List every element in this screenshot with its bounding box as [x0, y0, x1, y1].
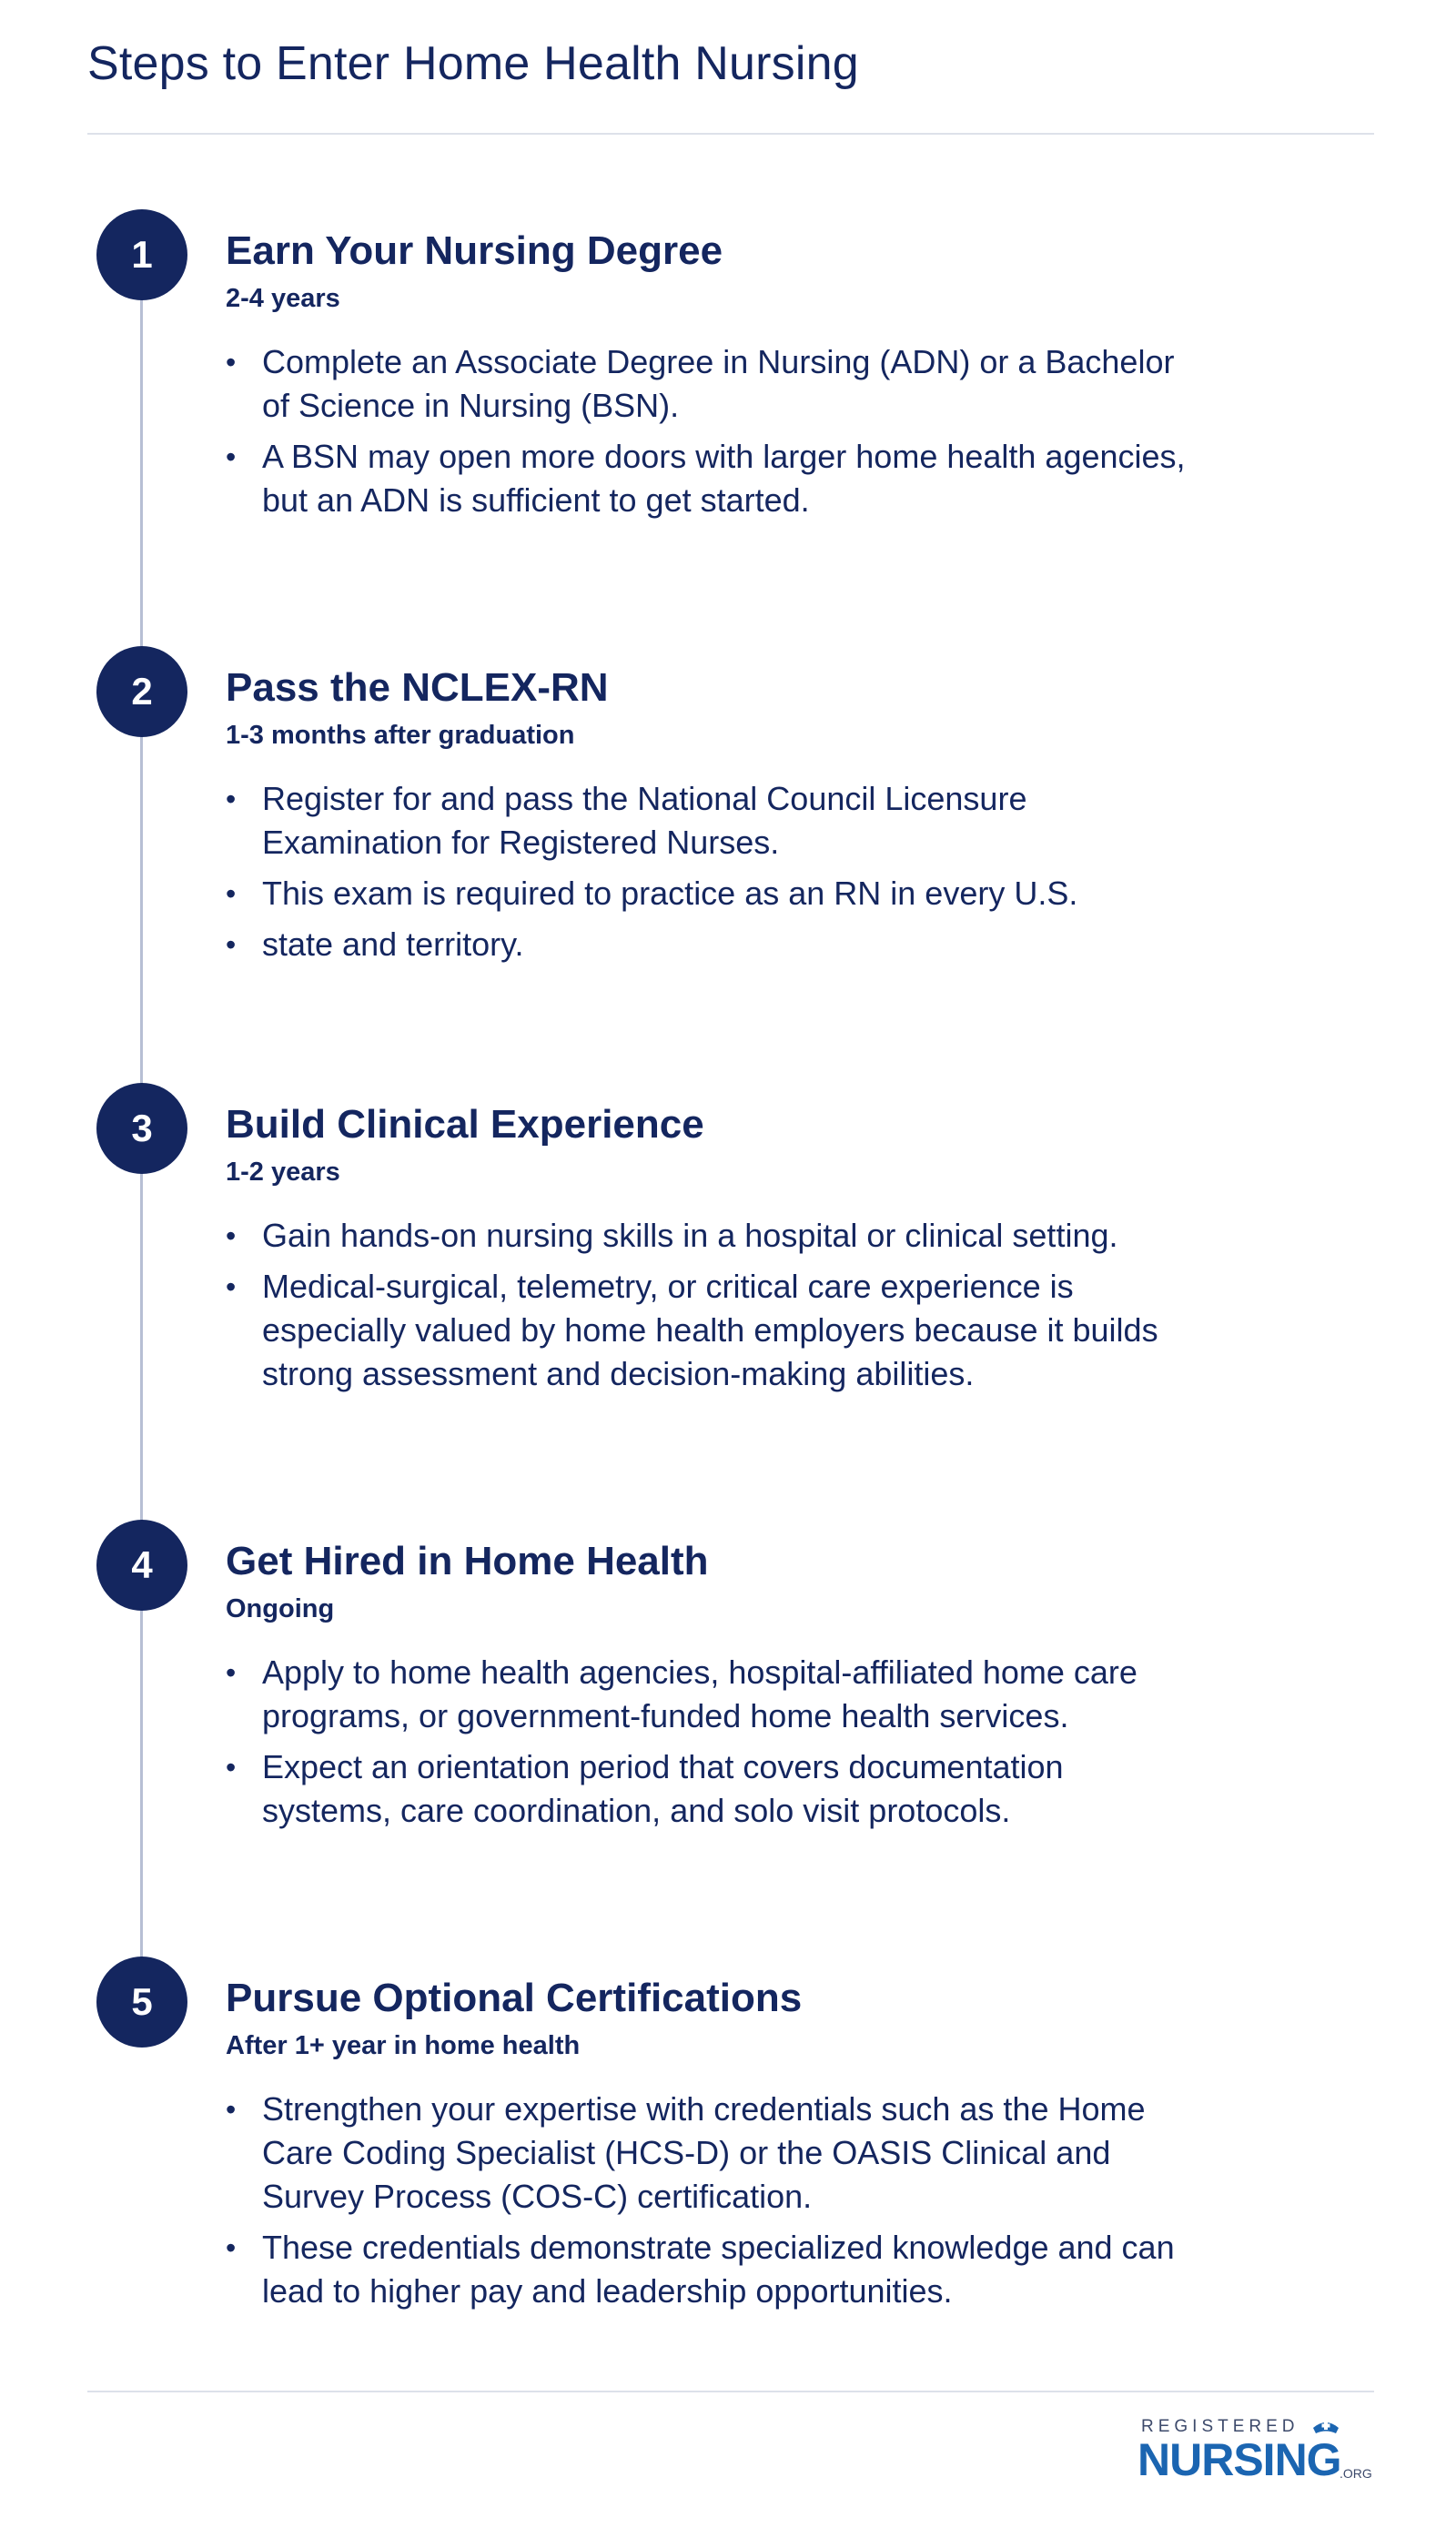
footer-divider	[87, 2391, 1374, 2392]
step-duration: 1-3 months after graduation	[226, 721, 575, 750]
step-number-3: 3	[96, 1083, 187, 1174]
bullet-item: • Medical-surgical, telemetry, or critical care experience is especially valued by home health employers because it builds strong assessment and decision-making abilities.	[226, 1265, 1190, 1396]
step-title: Pass the NCLEX-RN	[226, 665, 609, 710]
bullet-item: • Strengthen your expertise with credentials such as the Home Care Coding Specialist (HCS-D) or the OASIS Clinical and Survey Process (COS-C) certification.	[226, 2088, 1190, 2219]
step-number-2: 2	[96, 646, 187, 737]
step-3	[226, 1101, 1190, 1403]
step-title: Earn Your Nursing Degree	[226, 228, 723, 273]
bullet-item: • Apply to home health agencies, hospital-affiliated home care programs, or government-funded home health services.	[226, 1651, 1190, 1738]
bullet-item: • Expect an orientation period that covers documentation systems, care coordination, and solo visit protocols.	[226, 1745, 1190, 1833]
step-title: Pursue Optional Certifications	[226, 1976, 803, 2020]
step-bullets	[226, 777, 1190, 966]
bullet-item: • These credentials demonstrate specialized knowledge and can lead to higher pay and leadership opportunities.	[226, 2226, 1190, 2313]
step-title: Get Hired in Home Health	[226, 1539, 709, 1583]
step-bullets	[226, 2088, 1190, 2313]
step-1	[226, 228, 1190, 530]
step-duration: 1-2 years	[226, 1158, 340, 1187]
step-2	[226, 664, 1190, 974]
logo-suffix-text: .ORG	[1340, 2466, 1372, 2481]
bullet-item: • Register for and pass the National Council Licensure Examination for Registered Nurses.	[226, 777, 1190, 865]
step-duration: After 1+ year in home health	[226, 2031, 581, 2060]
bullet-item: • Complete an Associate Degree in Nursing (ADN) or a Bachelor of Science in Nursing (BSN).	[226, 340, 1190, 428]
step-title: Build Clinical Experience	[226, 1102, 704, 1147]
bullet-item: • A BSN may open more doors with larger home health agencies, but an ADN is sufficient to get started.	[226, 435, 1190, 522]
page-title: Steps to Enter Home Health Nursing	[87, 37, 859, 90]
step-number-4: 4	[96, 1520, 187, 1611]
step-number-5: 5	[96, 1957, 187, 2048]
step-4	[226, 1538, 1190, 1840]
step-duration: 2-4 years	[226, 284, 340, 313]
step-5	[226, 1975, 1190, 2321]
logo-top-text: REGISTERED	[1141, 2417, 1299, 2436]
registered-nursing-logo	[1138, 2413, 1374, 2495]
bullet-item: • Gain hands-on nursing skills in a hospital or clinical setting.	[226, 1214, 1190, 1258]
bullet-item: • This exam is required to practice as an RN in every U.S.	[226, 872, 1190, 915]
header-divider	[87, 133, 1374, 135]
logo-main-text: NURSING	[1138, 2434, 1341, 2485]
step-bullets	[226, 340, 1190, 522]
step-bullets	[226, 1214, 1190, 1396]
step-duration: Ongoing	[226, 1594, 335, 1623]
step-bullets	[226, 1651, 1190, 1833]
bullet-item: • state and territory.	[226, 923, 1190, 966]
step-number-1: 1	[96, 209, 187, 300]
